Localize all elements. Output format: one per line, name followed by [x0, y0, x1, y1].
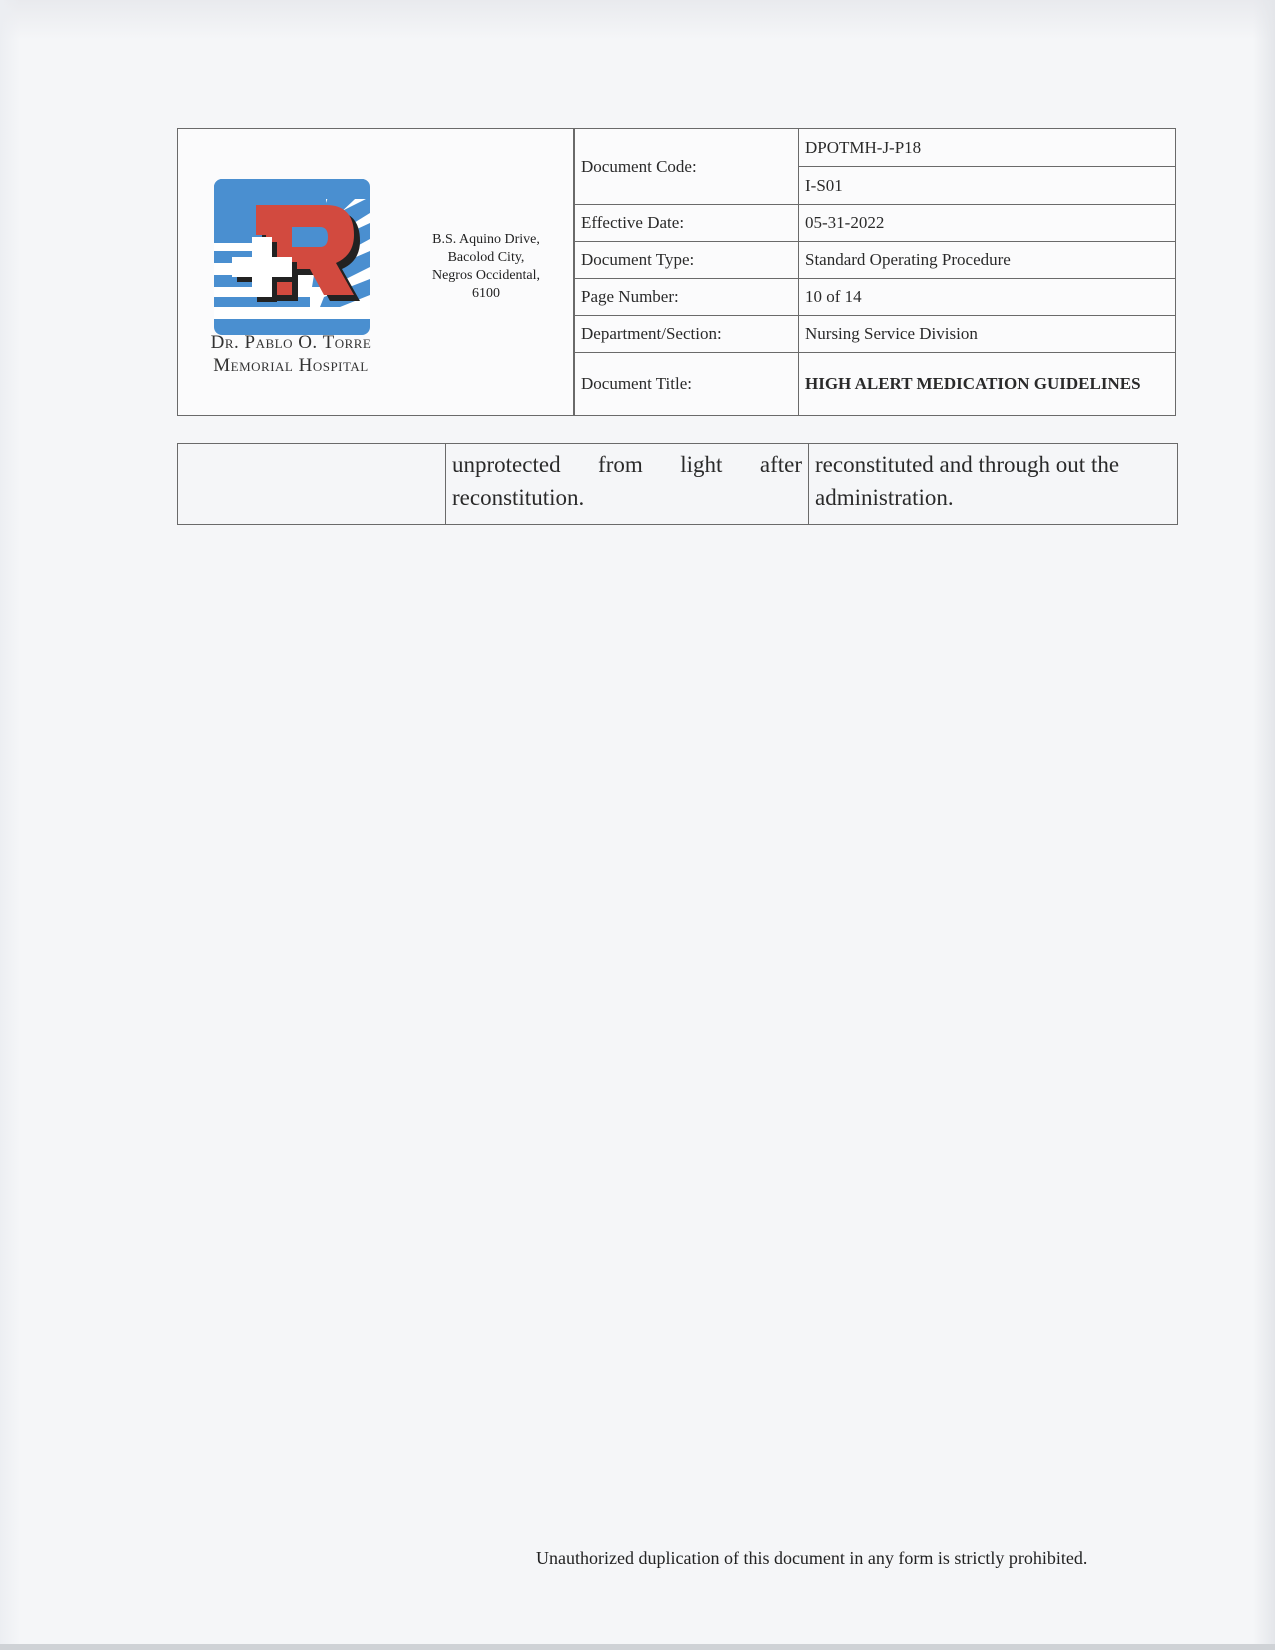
address-line: Negros Occidental,	[431, 268, 541, 283]
effective-date-value: 05-31-2022	[799, 205, 1176, 242]
document-type-label: Document Type:	[575, 242, 799, 279]
logo-cell	[178, 129, 574, 415]
department-value: Nursing Service Division	[799, 316, 1176, 353]
page-edge-shadow	[0, 0, 1275, 40]
page-edge-shadow	[1253, 0, 1275, 1650]
document-code-value: DPOTMH-J-P18	[799, 129, 1176, 167]
document-code-value: I-S01	[799, 167, 1176, 205]
address-line: B.S. Aquino Drive,	[432, 232, 540, 247]
table-cell: reconstituted and through out the administration.	[809, 444, 1178, 525]
document-info-table	[574, 128, 1176, 416]
table-cell	[178, 444, 446, 525]
footer-notice: Unauthorized duplication of this document in any form is strictly prohibited.	[536, 1548, 1088, 1568]
hospital-address	[406, 231, 566, 303]
document-code-label: Document Code:	[575, 129, 799, 205]
address-line: Bacolod City,	[447, 250, 525, 265]
table-row	[178, 444, 1178, 525]
table-cell: unprotected from light after reconstitution.	[446, 444, 809, 525]
page-edge	[0, 1644, 1275, 1650]
document-type-value: Standard Operating Procedure	[799, 242, 1176, 279]
document-title-label: Document Title:	[575, 353, 799, 416]
hospital-name: Dr. Pablo O. Torre Memorial Hospital	[210, 332, 372, 376]
document-title-value: HIGH ALERT MEDICATION GUIDELINES	[799, 353, 1176, 416]
page-edge-shadow	[0, 0, 20, 1650]
page-number-value: 10 of 14	[799, 279, 1176, 316]
address-line: 6100	[472, 286, 500, 301]
content-table	[177, 443, 1178, 525]
department-label: Department/Section:	[575, 316, 799, 353]
effective-date-label: Effective Date:	[575, 205, 799, 242]
page-number-label: Page Number:	[575, 279, 799, 316]
hospital-logo	[214, 179, 370, 335]
document-header	[177, 128, 1176, 416]
